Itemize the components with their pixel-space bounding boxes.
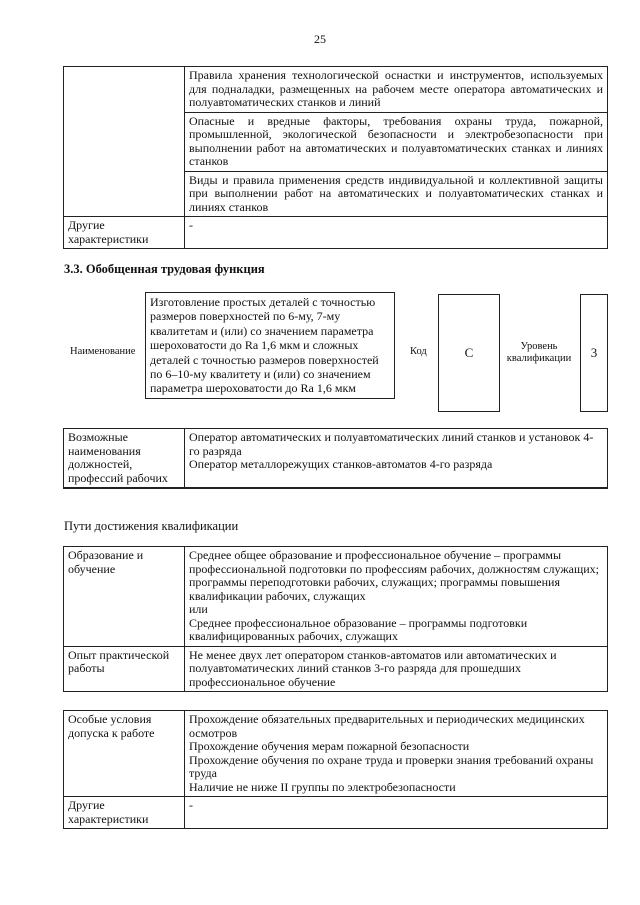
knowledge-table (63, 66, 608, 249)
code-label: Код (410, 346, 427, 357)
admission-line: Прохождение обязательных предварительных и периодических медицинских осмотров (189, 712, 585, 740)
row-label: Опыт практической работы (64, 646, 185, 692)
education-line: Среднее общее образование и профессиональное обучение – программы профессиональной подготовки по профессиям рабочих, должностям служащих; программы переподготовки рабочих, служащих; программы повышения квалификации рабочих, служащих (189, 548, 599, 603)
admission-line: Наличие не ниже II группы по электробезопасности (189, 779, 456, 794)
row-value: - (185, 797, 608, 829)
table-row (64, 797, 608, 829)
level-value: 3 (580, 294, 608, 412)
experience-line: Не менее двух лет оператором станков-автоматов или автоматических и полуавтоматических линий станков 3-го разряда для прошедших профессиональное обучение (189, 647, 557, 689)
row-value: - (185, 217, 608, 249)
table-row (64, 488, 608, 489)
spacer (64, 488, 185, 489)
position-line: Оператор автоматических и полуавтоматических линий станков и установок 4-го разряда (189, 430, 594, 458)
position-line: Оператор металлорежущих станков-автоматов 4-го разряда (189, 457, 493, 471)
education-line: Среднее профессиональное образование – программы подготовки квалифицированных рабочих, служащих (189, 615, 528, 643)
table-row (64, 711, 608, 797)
name-label: Наименование (70, 346, 136, 357)
table-row (64, 429, 608, 488)
knowledge-item: Опасные и вредные факторы, требования охраны труда, пожарной, промышленной, экологической безопасности и электробезопасности при выполнении работ на автоматических и полуавтоматических станках и линиях станков (185, 112, 608, 171)
table-row (64, 547, 608, 647)
level-label: Уровень квалификации (506, 341, 572, 364)
knowledge-item: Правила хранения технологической оснастки и инструментов, используемых для подналадки, размещенных на рабочем месте оператора автоматических и полуавтоматических станков и линий (185, 67, 608, 113)
row-label: Возможные наименования должностей, профессий рабочих (64, 429, 185, 488)
row-label: Другие характеристики (64, 797, 185, 829)
knowledge-item: Виды и правила применения средств индивидуальной и коллективной защиты при выполнении работ на автоматических и полуавтоматических станках и линиях станков (185, 171, 608, 217)
row-value (185, 547, 608, 647)
admission-line: Прохождение обучения по охране труда и проверки знания требований охраны труда (189, 752, 594, 780)
row-label-empty (64, 67, 185, 217)
name-value: Изготовление простых деталей с точностью размеров поверхностей по 6-му, 7-му квалитетам и (или) со значением параметра шероховатости до Ra 1,6 мкм и сложных деталей с точностью размеров поверхностей по 6–10-му квалитету и (или) со значением параметра шероховатости до Ra 1,6 мкм (145, 292, 395, 399)
education-line: или (189, 602, 208, 616)
spacer (185, 488, 608, 489)
row-value (185, 429, 608, 488)
row-value (185, 711, 608, 797)
admission-line: Прохождение обучения мерам пожарной безопасности (189, 739, 470, 753)
row-label: Другие характеристики (64, 217, 185, 249)
row-label: Особые условия допуска к работе (64, 711, 185, 797)
education-table (63, 546, 608, 692)
row-value (185, 646, 608, 692)
page-number: 25 (314, 32, 326, 46)
positions-table (63, 428, 608, 489)
section-heading: 3.3. Обобщенная трудовая функция (64, 262, 265, 276)
row-label: Образование и обучение (64, 547, 185, 647)
paths-title: Пути достижения квалификации (64, 519, 239, 533)
table-row (64, 217, 608, 249)
code-value: С (438, 294, 500, 412)
table-row (64, 646, 608, 692)
table-row (64, 67, 608, 113)
admission-table (63, 710, 608, 829)
